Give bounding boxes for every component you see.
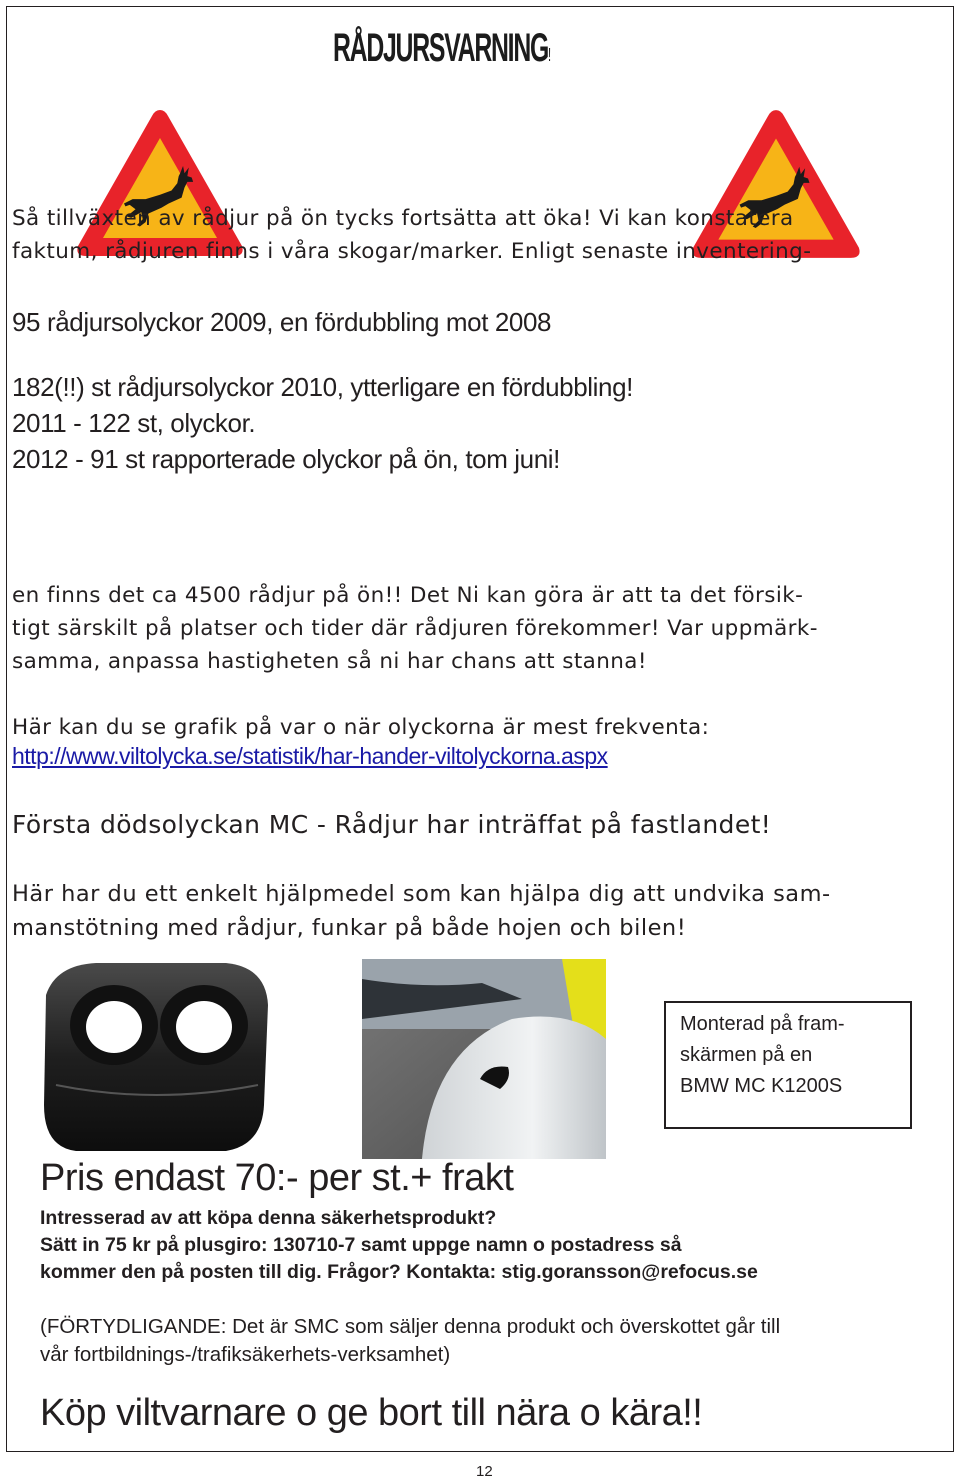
deer-whistle-product-photo xyxy=(36,955,274,1155)
stat-line-2009: 95 rådjursolyckor 2009, en fördubbling mot 2008 xyxy=(12,307,552,337)
paragraph-line: Så tillväxten av rådjur på ön tycks fortsätta att öka! Vi kan konstatera xyxy=(12,206,794,231)
page-title: RÅDJURSVARNING! xyxy=(333,26,552,70)
headline: Första dödsolyckan MC - Rådjur har inträffat på fastlandet! xyxy=(12,810,772,839)
final-slogan: Köp viltvarnare o ge bort till nära o kära!! xyxy=(40,1392,703,1434)
photo-caption-box xyxy=(664,1001,912,1129)
order-line: Sätt in 75 kr på plusgiro: 130710-7 samt uppge namn o postadress så xyxy=(40,1234,682,1256)
graph-info-text: Här kan du se grafik på var o när olyckorna är mest frekventa: xyxy=(12,715,710,740)
statistics-link[interactable]: http://www.viltolycka.se/statistik/har-hander-viltolyckorna.aspx xyxy=(12,743,608,769)
paragraph-line: tigt särskilt på platser och tider där rådjuren förekommer! Var uppmärk- xyxy=(12,616,818,641)
paragraph-line: manstötning med rådjur, funkar på både hojen och bilen! xyxy=(12,915,687,941)
motorcycle-fender-photo xyxy=(362,959,606,1159)
paragraph-line: samma, anpassa hastigheten så ni har chans att stanna! xyxy=(12,649,647,674)
paragraph-line: faktum, rådjuren finns i våra skogar/marker. Enligt senaste inventering- xyxy=(12,239,812,264)
caption-line: BMW MC K1200S xyxy=(680,1075,843,1097)
paragraph-line: Här har du ett enkelt hjälpmedel som kan hjälpa dig att undvika sam- xyxy=(12,881,831,907)
clarification-line: vår fortbildnings-/trafiksäkerhets-verksamhet) xyxy=(40,1343,451,1366)
caption-line: skärmen på en xyxy=(680,1044,813,1066)
page-number: 12 xyxy=(476,1463,493,1480)
stat-line-2011: 2011 - 122 st, olyckor. xyxy=(12,408,256,438)
caption-line: Monterad på fram- xyxy=(680,1013,845,1035)
stat-line-2010: 182(!!) st rådjursolyckor 2010, ytterligare en fördubbling! xyxy=(12,372,633,402)
paragraph-line: en finns det ca 4500 rådjur på ön!! Det Ni kan göra är att ta det försik- xyxy=(12,583,804,608)
price-heading: Pris endast 70:- per st.+ frakt xyxy=(40,1157,514,1199)
order-line: Intresserad av att köpa denna säkerhetsprodukt? xyxy=(40,1207,497,1229)
clarification-line: (FÖRTYDLIGANDE: Det är SMC som säljer denna produkt och överskottet går till xyxy=(40,1315,781,1338)
stat-line-2012: 2012 - 91 st rapporterade olyckor på ön, tom juni! xyxy=(12,444,560,474)
order-line: kommer den på posten till dig. Frågor? Kontakta: stig.goransson@refocus.se xyxy=(40,1261,758,1283)
